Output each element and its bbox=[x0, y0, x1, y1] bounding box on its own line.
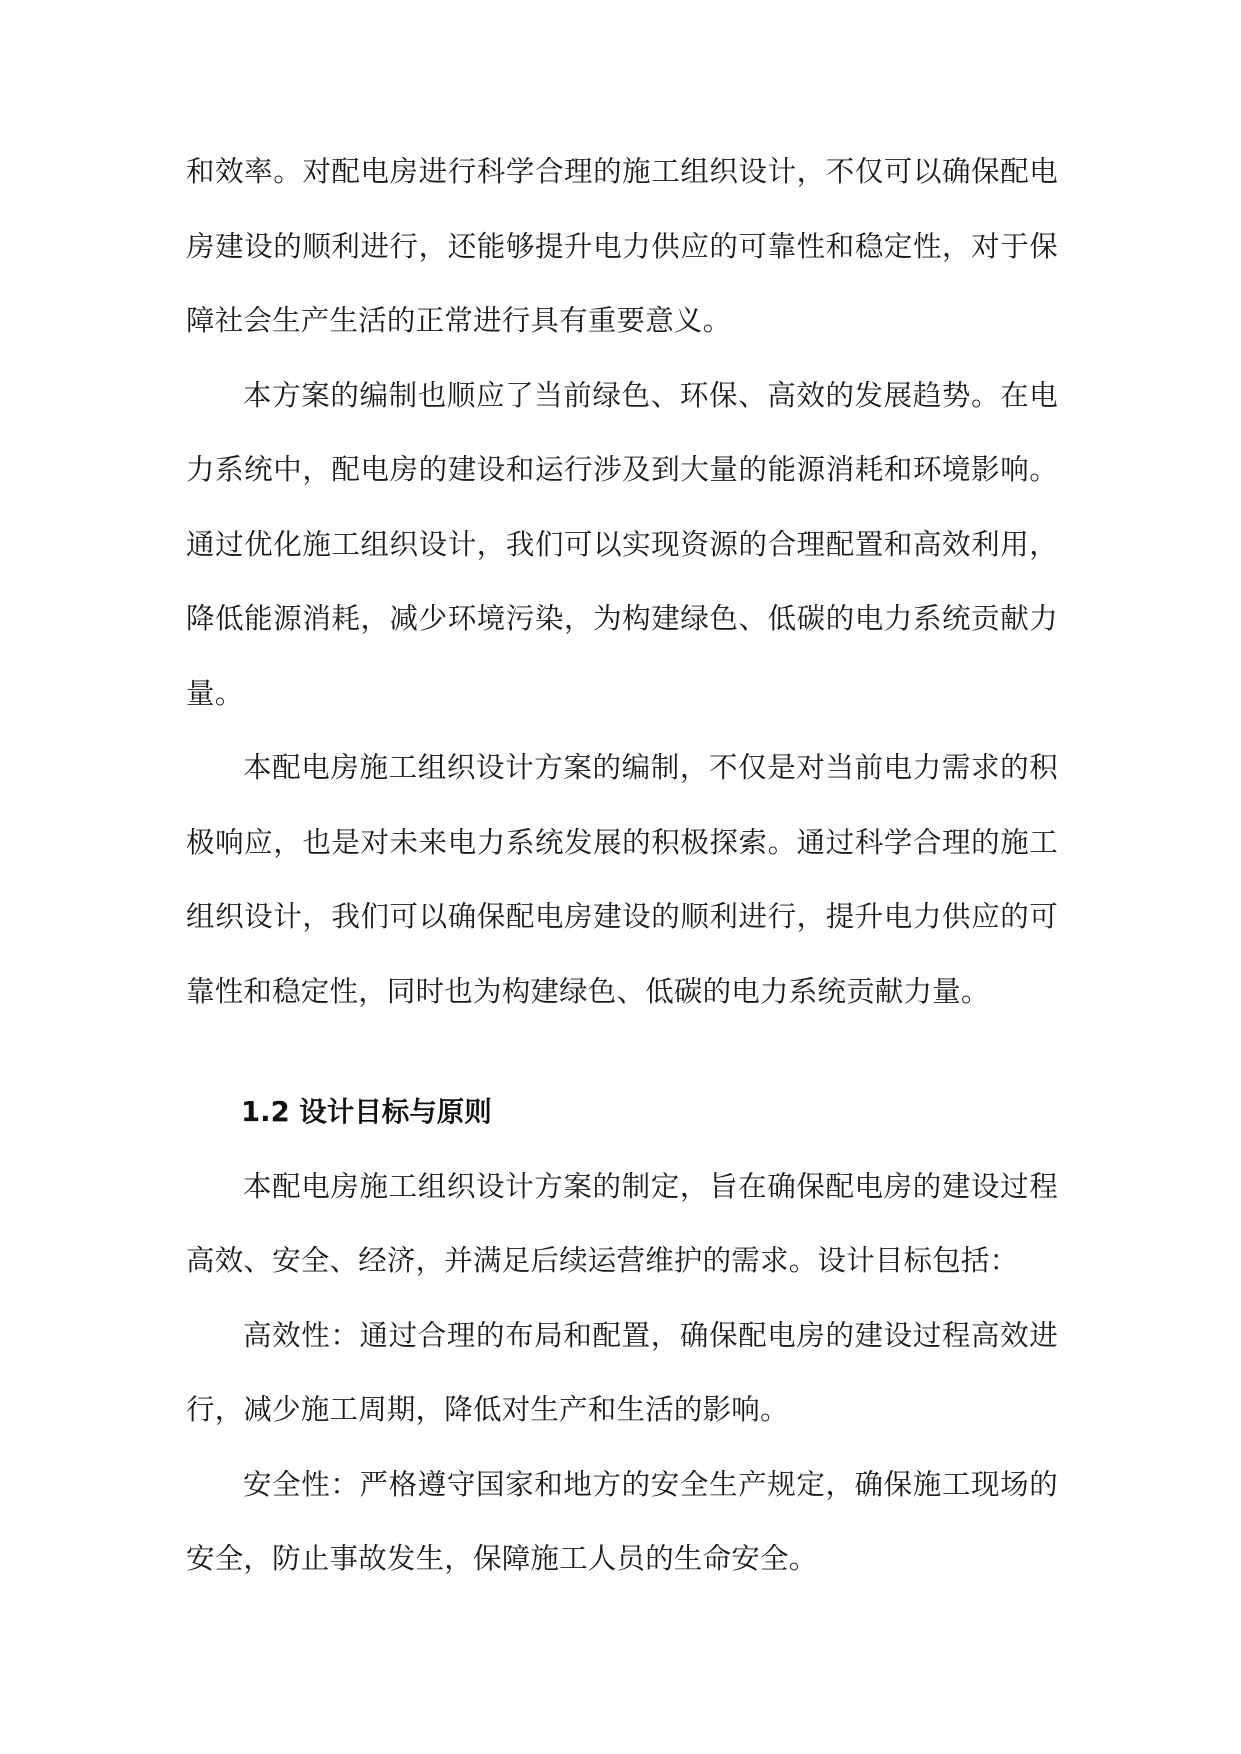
page-body bbox=[186, 135, 1058, 1597]
paragraph-design-goals: 本配电房施工组织设计方案的制定，旨在确保配电房的建设过程高效、安全、经济，并满足后续运营维护的需求。设计目标包括： bbox=[186, 1169, 1058, 1277]
paragraph-continuation: 和效率。对配电房进行科学合理的施工组织设计，不仅可以确保配电房建设的顺利进行，还能够提升电力供应的可靠性和稳定性，对于保障社会生产生活的正常进行具有重要意义。 bbox=[186, 155, 1058, 337]
paragraph-efficiency: 高效性：通过合理的布局和配置，确保配电房的建设过程高效进行，减少施工周期，降低对生产和生活的影响。 bbox=[186, 1318, 1058, 1426]
section-heading: 1.2 设计目标与原则 bbox=[241, 1096, 492, 1128]
paragraph-safety: 安全性：严格遵守国家和地方的安全生产规定，确保施工现场的安全，防止事故发生，保障施工人员的生命安全。 bbox=[186, 1467, 1058, 1575]
paragraph-green-trend: 本方案的编制也顺应了当前绿色、环保、高效的发展趋势。在电力系统中，配电房的建设和运行涉及到大量的能源消耗和环境影响。通过优化施工组织设计，我们可以实现资源的合理配置和高效利用，降低能源消耗，减少环境污染，为构建绿色、低碳的电力系统贡献力量。 bbox=[186, 378, 1058, 710]
paragraph-summary: 本配电房施工组织设计方案的编制，不仅是对当前电力需求的积极响应，也是对未来电力系统发展的积极探索。通过科学合理的施工组织设计，我们可以确保配电房建设的顺利进行，提升电力供应的可靠性和稳定性，同时也为构建绿色、低碳的电力系统贡献力量。 bbox=[186, 751, 1058, 1008]
